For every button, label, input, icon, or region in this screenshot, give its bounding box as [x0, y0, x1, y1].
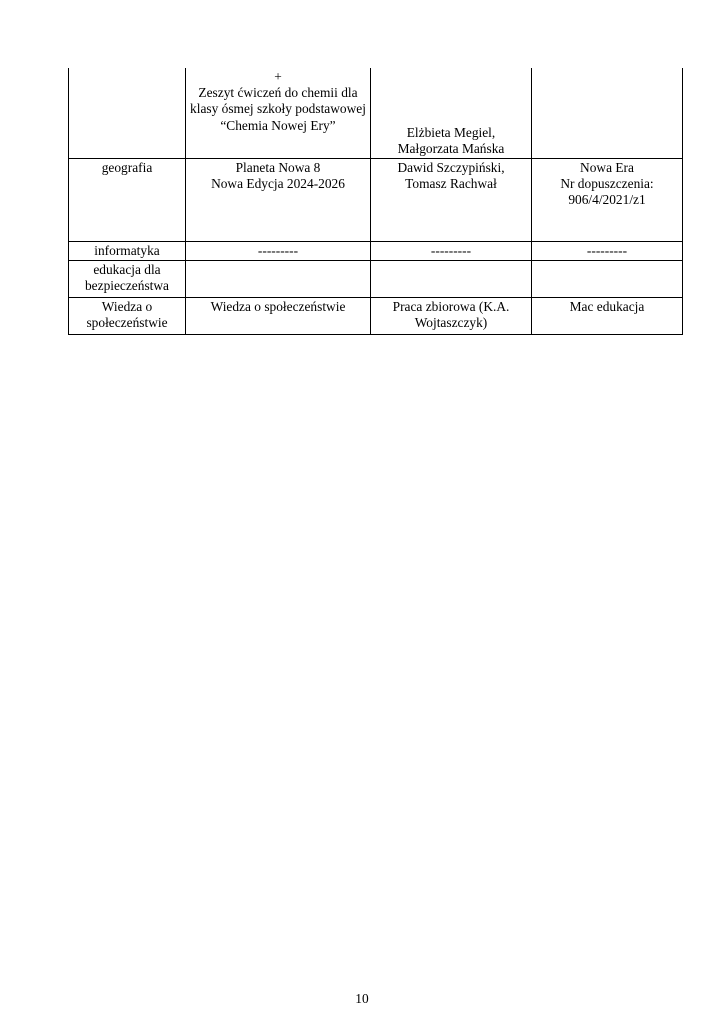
authors-cell: Elżbieta Megiel, Małgorzata Mańska — [371, 68, 532, 159]
publisher-cell — [532, 261, 683, 298]
publisher-cell — [532, 68, 683, 159]
subject-cell: Wiedza o społeczeństwie — [69, 298, 186, 335]
table-row — [69, 68, 683, 159]
title-cell: --------- — [186, 242, 371, 261]
authors-cell: --------- — [371, 242, 532, 261]
title-cell — [186, 261, 371, 298]
authors-cell: Praca zbiorowa (K.A. Wojtaszczyk) — [371, 298, 532, 335]
subject-cell: informatyka — [69, 242, 186, 261]
title-cell: + Zeszyt ćwiczeń do chemii dla klasy ósmej szkoły podstawowej “Chemia Nowej Ery” — [186, 68, 371, 159]
table-row — [69, 261, 683, 298]
publisher-cell: --------- — [532, 242, 683, 261]
title-cell: Planeta Nowa 8 Nowa Edycja 2024-2026 — [186, 159, 371, 242]
subject-cell: geografia — [69, 159, 186, 242]
authors-cell: Dawid Szczypiński, Tomasz Rachwał — [371, 159, 532, 242]
publisher-cell: Nowa Era Nr dopuszczenia: 906/4/2021/z1 — [532, 159, 683, 242]
table-row — [69, 242, 683, 261]
subject-cell — [69, 68, 186, 159]
table-row — [69, 298, 683, 335]
page-number: 10 — [355, 991, 369, 1006]
publisher-cell: Mac edukacja — [532, 298, 683, 335]
textbook-table — [68, 68, 683, 335]
authors-cell — [371, 261, 532, 298]
subject-cell: edukacja dla bezpieczeństwa — [69, 261, 186, 298]
title-cell: Wiedza o społeczeństwie — [186, 298, 371, 335]
table-row — [69, 159, 683, 242]
